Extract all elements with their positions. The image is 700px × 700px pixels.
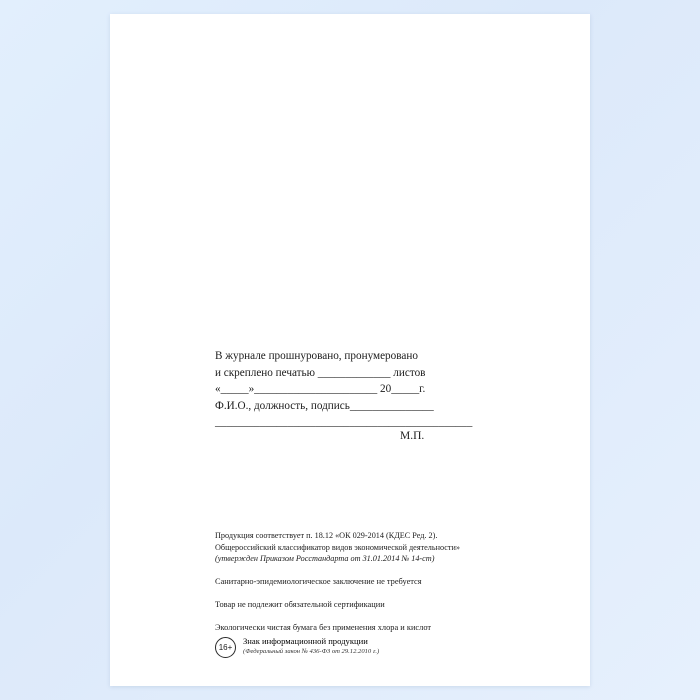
paper-note-text: Экологически чистая бумага без применения хлора и кислот — [215, 622, 432, 632]
age-rating-block — [215, 636, 379, 658]
certification-line: Ф.И.О., должность, подпись_______________ — [215, 399, 434, 412]
certification-note — [215, 599, 555, 611]
certification-note-text: Товар не подлежит обязательной сертификации — [215, 599, 385, 609]
compliance-line: Общероссийский классификатор видов экономической деятельности» — [215, 542, 460, 552]
compliance-line: Продукция соответствует п. 18.12 «ОК 029-2014 (КДЕС Ред. 2). — [215, 531, 438, 540]
sanitary-note — [215, 576, 555, 588]
document-footer — [215, 530, 555, 645]
age-rating-badge-icon: 16+ — [215, 637, 236, 658]
age-rating-title: Знак информационной продукции — [243, 636, 368, 646]
compliance-order-line: (утвержден Приказом Росстандарта от 31.01.2014 № 14-ст) — [215, 554, 435, 563]
certification-line: и скреплено печатью _____________ листов — [215, 366, 426, 379]
paper-note — [215, 622, 555, 634]
certification-block — [215, 348, 545, 431]
document-page — [110, 14, 590, 686]
seal-mark: М.П. — [400, 430, 425, 442]
sanitary-note-text: Санитарно-эпидемиологическое заключение не требуется — [215, 576, 422, 586]
age-rating-law: (Федеральный закон № 436-ФЗ от 29.12.2010 г.) — [243, 648, 380, 655]
age-rating-text — [243, 636, 379, 657]
certification-line: «_____»______________________ 20_____г. — [215, 383, 426, 395]
certification-line: В журнале прошнуровано, пронумеровано — [215, 350, 418, 362]
certification-line: ______________________________________________ — [215, 416, 473, 428]
product-compliance-group — [215, 530, 555, 565]
